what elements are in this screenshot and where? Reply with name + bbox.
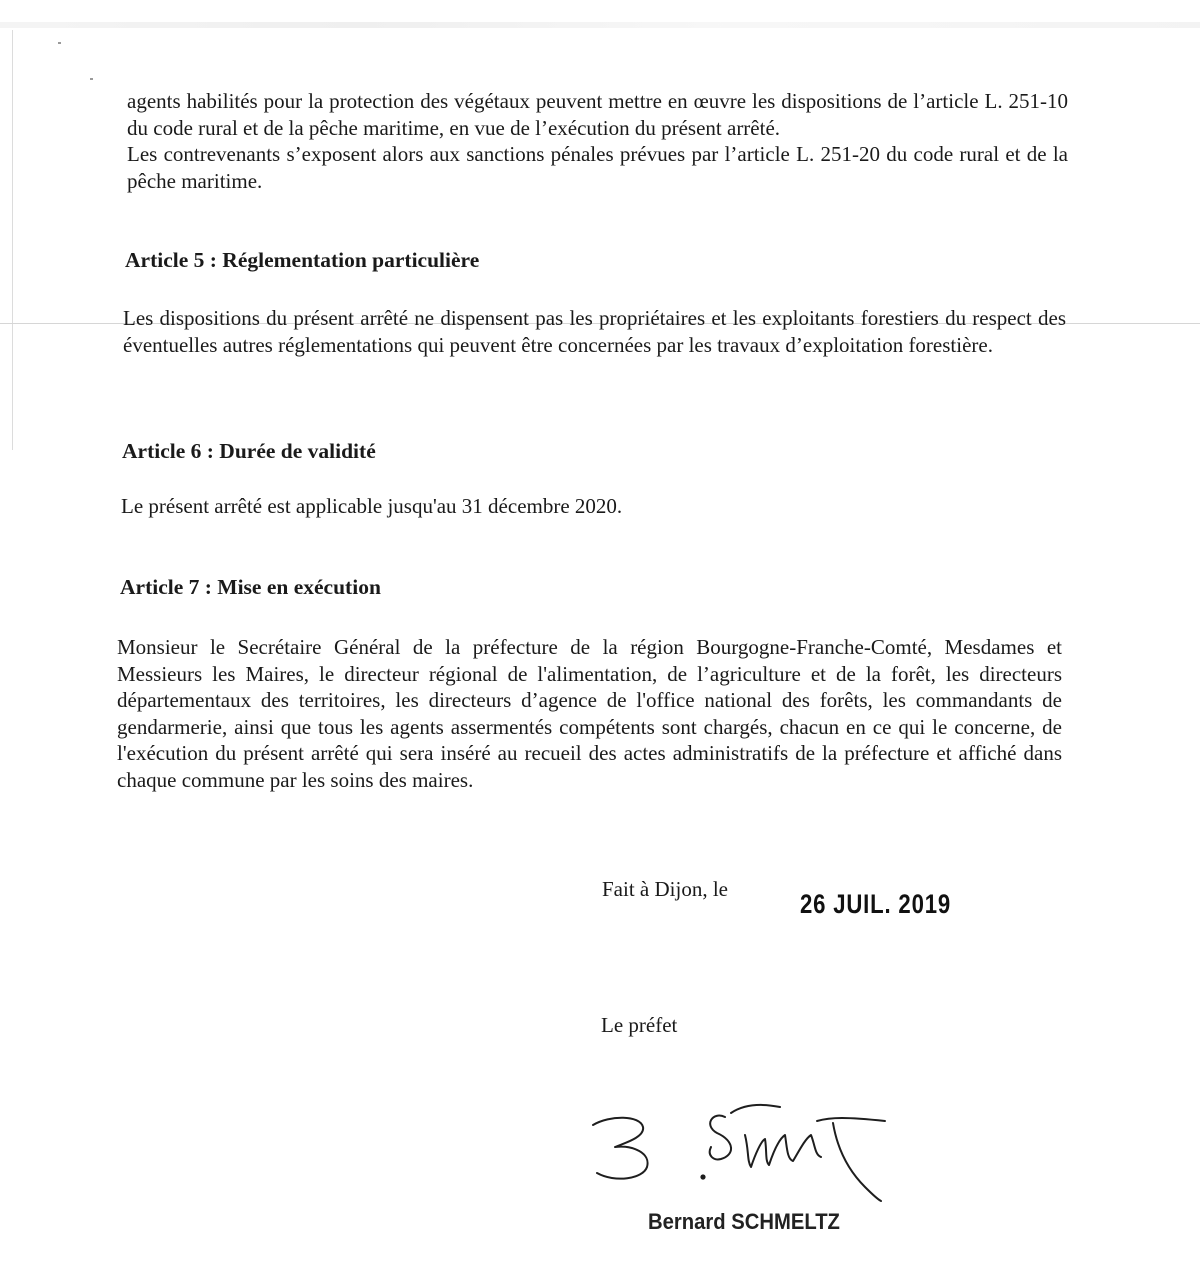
- intro-paragraph-1: agents habilités pour la protection des végétaux peuvent mettre en œuvre les dispositions de l’article L. 251-10 du code rural et de la pêche maritime, en vue de l’exécution du présent arrêté.: [127, 89, 1068, 140]
- place-date-label: Fait à Dijon, le: [602, 877, 728, 901]
- article-7-body: Monsieur le Secrétaire Général de la préfecture de la région Bourgogne-Franche-Comté, Mesdames et Messieurs les Maires, le directeur régional de l'alimentation, de l’agriculture et de la forêt, les directeurs départementaux des territoires, les directeurs d’agence de l'office national des forêts, les commandants de gendarmerie, ainsi que tous les agents assermentés compétents sont chargés, chacun en ce qui le concerne, de l'exécution du présent arrêté qui sera inséré au recueil des actes administratifs de la préfecture et affiché dans chaque commune par les soins des maires.: [117, 635, 1062, 792]
- article-5-title: Article 5 : Réglementation particulière: [125, 248, 480, 272]
- article-6-body: Le présent arrêté est applicable jusqu'au 31 décembre 2020.: [121, 494, 623, 518]
- article-5-body: Les dispositions du présent arrêté ne dispensent pas les propriétaires et les exploitants forestiers du respect des éventuelles autres réglementations qui peuvent être concernées par les travaux d’exploitation forestière.: [123, 306, 1066, 357]
- signatory-title: Le préfet: [601, 1013, 678, 1037]
- scan-speck: [90, 78, 93, 80]
- scan-speck: [58, 42, 61, 44]
- handwritten-signature: [585, 1095, 895, 1207]
- signatory-name: Bernard SCHMELTZ: [648, 1209, 840, 1234]
- scan-left-edge: [12, 30, 13, 450]
- scan-top-edge: [0, 22, 1200, 28]
- intro-text: [127, 88, 1068, 194]
- article-7-title: Article 7 : Mise en exécution: [120, 575, 381, 599]
- article-6-title: Article 6 : Durée de validité: [122, 439, 376, 463]
- date-stamp: 26 JUIL. 2019: [800, 889, 951, 919]
- intro-paragraph-2: Les contrevenants s’exposent alors aux sanctions pénales prévues par l’article L. 251-20 du code rural et de la pêche maritime.: [127, 142, 1068, 193]
